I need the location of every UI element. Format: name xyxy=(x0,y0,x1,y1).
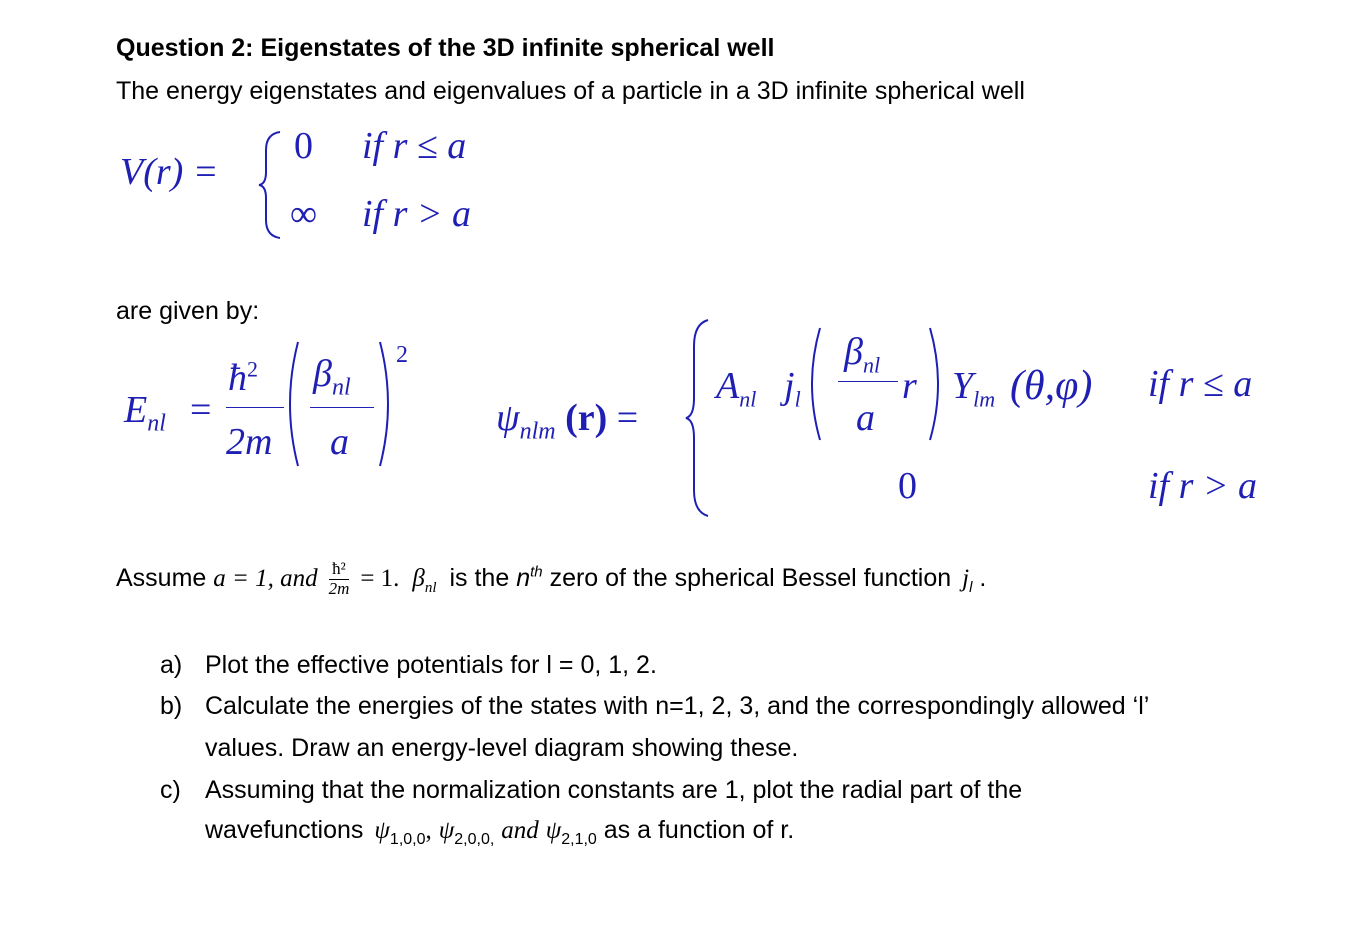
energy-equals: = xyxy=(190,389,212,431)
energy-beta-bar xyxy=(310,407,374,408)
wavefunction-brace xyxy=(684,318,714,518)
energy-frac-bar xyxy=(226,407,284,408)
potential-case1-cond: if r ≤ a xyxy=(362,125,467,167)
wavefunction-beta: $\beta_{nl}$ xyxy=(844,331,881,378)
potential-lhs: V(r) = xyxy=(120,151,219,193)
wavefunction-r: r xyxy=(902,365,917,407)
assume-fraction: $\frac{\text{ħ²}}{2m}$ xyxy=(328,559,350,598)
wavefunction-a: a xyxy=(856,397,875,439)
wavefunction-case2-cond: if r > a xyxy=(1148,465,1258,507)
energy-beta: $\beta_{nl}$ xyxy=(313,353,351,401)
potential-brace xyxy=(258,130,288,240)
wavefunction-lhs: $\psi_{nlm}$ (r) = xyxy=(496,397,639,445)
energy-a: a xyxy=(330,421,349,463)
list-item-c-cont: wavefunctions $\psi_{1,0,0}$, $\psi_{2,0,0,}$ and $\psi_{2,1,0}$ as a function of r. xyxy=(205,816,795,848)
energy-lhs: $E_{nl}$ xyxy=(124,389,166,437)
energy-frac-den: 2m xyxy=(226,421,273,463)
wavefunction-angles: (θ,φ) xyxy=(1010,363,1093,409)
energy-power: 2 xyxy=(396,342,408,368)
question-title: Question 2: Eigenstates of the 3D infinite spherical well xyxy=(116,34,775,62)
potential-case2-value: ∞ xyxy=(290,193,318,235)
intro-text: The energy eigenstates and eigenvalues of a particle in a 3D infinite spherical well xyxy=(116,77,1025,105)
potential-case1-value: 0 xyxy=(294,125,313,167)
list-item-a: a) Plot the effective potentials for l = 0, 1, 2. xyxy=(160,651,657,679)
list-item-b: b) Calculate the energies of the states with n=1, 2, 3, and the correspondingly allowed ‘l’ xyxy=(160,692,1150,720)
wavefunction-A: $A_{nl}$ xyxy=(716,365,757,412)
potential-case2-cond: if r > a xyxy=(362,193,472,235)
list-item-b-cont: values. Draw an energy-level diagram showing these. xyxy=(205,734,799,762)
energy-frac-num: $ħ^2$ xyxy=(228,356,258,399)
wavefunction-j: $j_l$ xyxy=(784,365,801,412)
are-given-by-text: are given by: xyxy=(116,297,260,325)
wavefunction-case2-value: 0 xyxy=(898,465,917,507)
wavefunction-Y: $Y_{lm}$ xyxy=(952,365,996,412)
list-item-c: c) Assuming that the normalization constants are 1, plot the radial part of the xyxy=(160,776,1023,804)
assume-line: Assume a = 1, and $\frac{\text{ħ²}}{2m}$ = 1. $\beta_{nl}$ is the $n^{th}$ zero of the spherical Bessel function $j_l$ . xyxy=(116,559,987,598)
wavefunction-beta-bar xyxy=(838,381,898,382)
wavefunction-case1-cond: if r ≤ a xyxy=(1148,363,1253,405)
